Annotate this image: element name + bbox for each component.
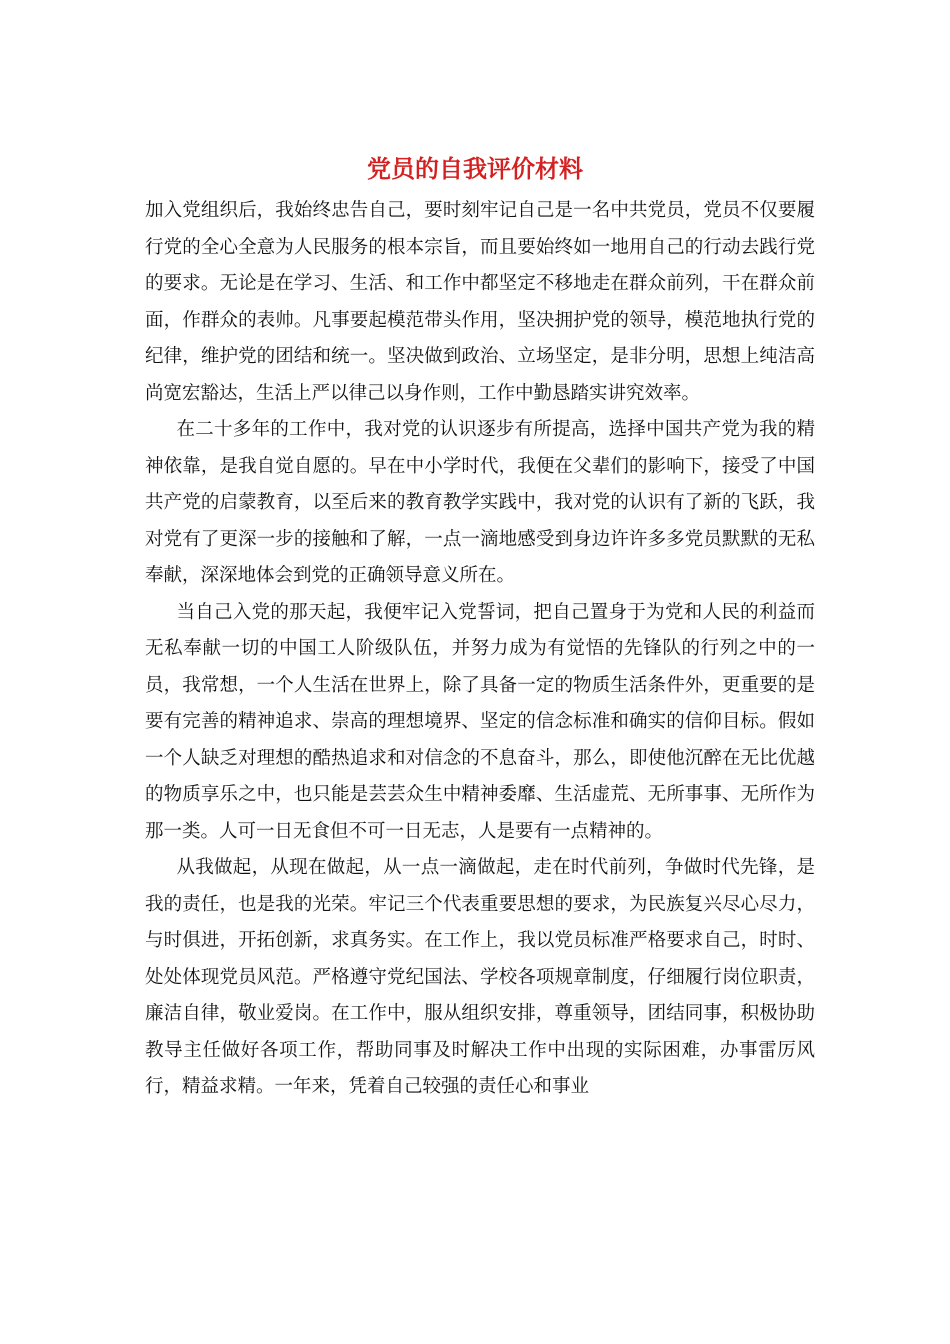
paragraph-1: 加入党组织后，我始终忠告自己，要时刻牢记自己是一名中共党员，党员不仅要履行党的全心全意为人民服务的根本宗旨，而且要始终如一地用自己的行动去践行党的要求。无论是在学习、生活、和工作中都坚定不移地走在群众前列，干在群众前面，作群众的表帅。凡事要起模范带头作用，坚决拥护党的领导，模范地执行党的纪律，维护党的团结和统一。坚决做到政治、立场坚定，是非分明，思想上纯洁高尚宽宏豁达，生活上严以律己以身作则，工作中勤恳踏实讲究效率。 [145,200,815,404]
paragraph-4: 从我做起，从现在做起，从一点一滴做起，走在时代前列，争做时代先锋，是我的责任，也是我的光荣。牢记三个代表重要思想的要求，为民族复兴尽心尽力，与时俱进，开拓创新，求真务实。在工作上，我以党员标准严格要求自己，时时、处处体现党员风范。严格遵守党纪国法、学校各项规章制度，仔细履行岗位职责，廉洁自律，敬业爱岗。在工作中，服从组织安排，尊重领导，团结同事，积极协助教导主任做好各项工作，帮助同事及时解决工作中出现的实际困难，办事雷厉风行，精益求精。一年来，凭着自己较强的责任心和事业 [145,857,815,1097]
document-body [145,193,815,1106]
paragraph-3: 当自己入党的那天起，我便牢记入党誓词，把自己置身于为党和人民的利益而无私奉献一切的中国工人阶级队伍，并努力成为有觉悟的先锋队的行列之中的一员，我常想，一个人生活在世界上，除了具备一定的物质生活条件外，更重要的是要有完善的精神追求、崇高的理想境界、坚定的信念标准和确实的信仰目标。假如一个人缺乏对理想的酷热追求和对信念的不息奋斗，那么，即使他沉醉在无比优越的物质享乐之中，也只能是芸芸众生中精神委靡、生活虚荒、无所事事、无所作为那一类。人可一日无食但不可一日无志，人是要有一点精神的。 [145,601,815,842]
paragraph-2: 在二十多年的工作中，我对党的认识逐步有所提高，选择中国共产党为我的精神依靠，是我自觉自愿的。早在中小学时代，我便在父辈们的影响下，接受了中国共产党的启蒙教育，以至后来的教育教学实践中，我对党的认识有了新的飞跃，我对党有了更深一步的接触和了解，一点一滴地感受到身边许许多多党员默默的无私奉献，深深地体会到党的正确领导意义所在。 [145,419,815,586]
document-title: 党员的自我评价材料 [367,154,583,183]
